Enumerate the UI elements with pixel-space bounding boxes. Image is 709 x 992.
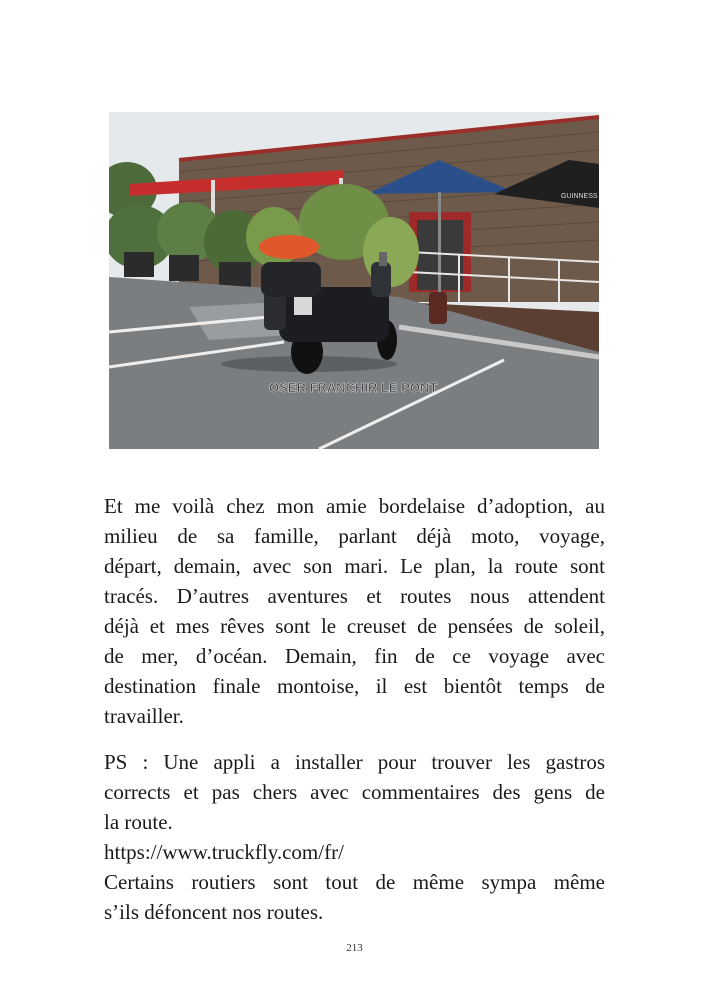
- text-line: tracés. D’autres aventures et routes nous attendent: [104, 584, 605, 608]
- photo-caption: OSER FRANCHIR LE PONT: [269, 380, 438, 395]
- photo-illustration: [109, 112, 599, 449]
- text-line: Et me voilà chez mon amie bordelaise d’adoption, au: [104, 494, 605, 518]
- page-number: 213: [346, 942, 363, 954]
- text-line: départ, demain, avec son mari. Le plan, la route sont: [104, 554, 605, 578]
- text-line: milieu de sa famille, parlant déjà moto, voyage,: [104, 524, 605, 548]
- text-line: la route.: [104, 810, 173, 834]
- text-line: de mer, d’océan. Demain, fin de ce voyage avec: [104, 644, 605, 668]
- text-line: déjà et mes rêves sont le creuset de pensées de soleil,: [104, 614, 605, 638]
- text-line: travailler.: [104, 704, 184, 728]
- guinness-sign: GUINNESS: [561, 193, 598, 200]
- url-line: https://www.truckfly.com/fr/: [104, 840, 344, 864]
- text-line: s’ils défoncent nos routes.: [104, 900, 324, 924]
- body-text: [104, 491, 605, 927]
- text-line: PS : Une appli a installer pour trouver les gastros: [104, 750, 605, 774]
- paragraph-1: [104, 491, 605, 731]
- text-line: corrects et pas chers avec commentaires des gens de: [104, 780, 605, 804]
- text-line: destination finale montoise, il est bientôt temps de: [104, 674, 605, 698]
- paragraph-2: [104, 747, 605, 927]
- motorcycle-photo: [109, 112, 599, 449]
- text-line: Certains routiers sont tout de même sympa même: [104, 870, 605, 894]
